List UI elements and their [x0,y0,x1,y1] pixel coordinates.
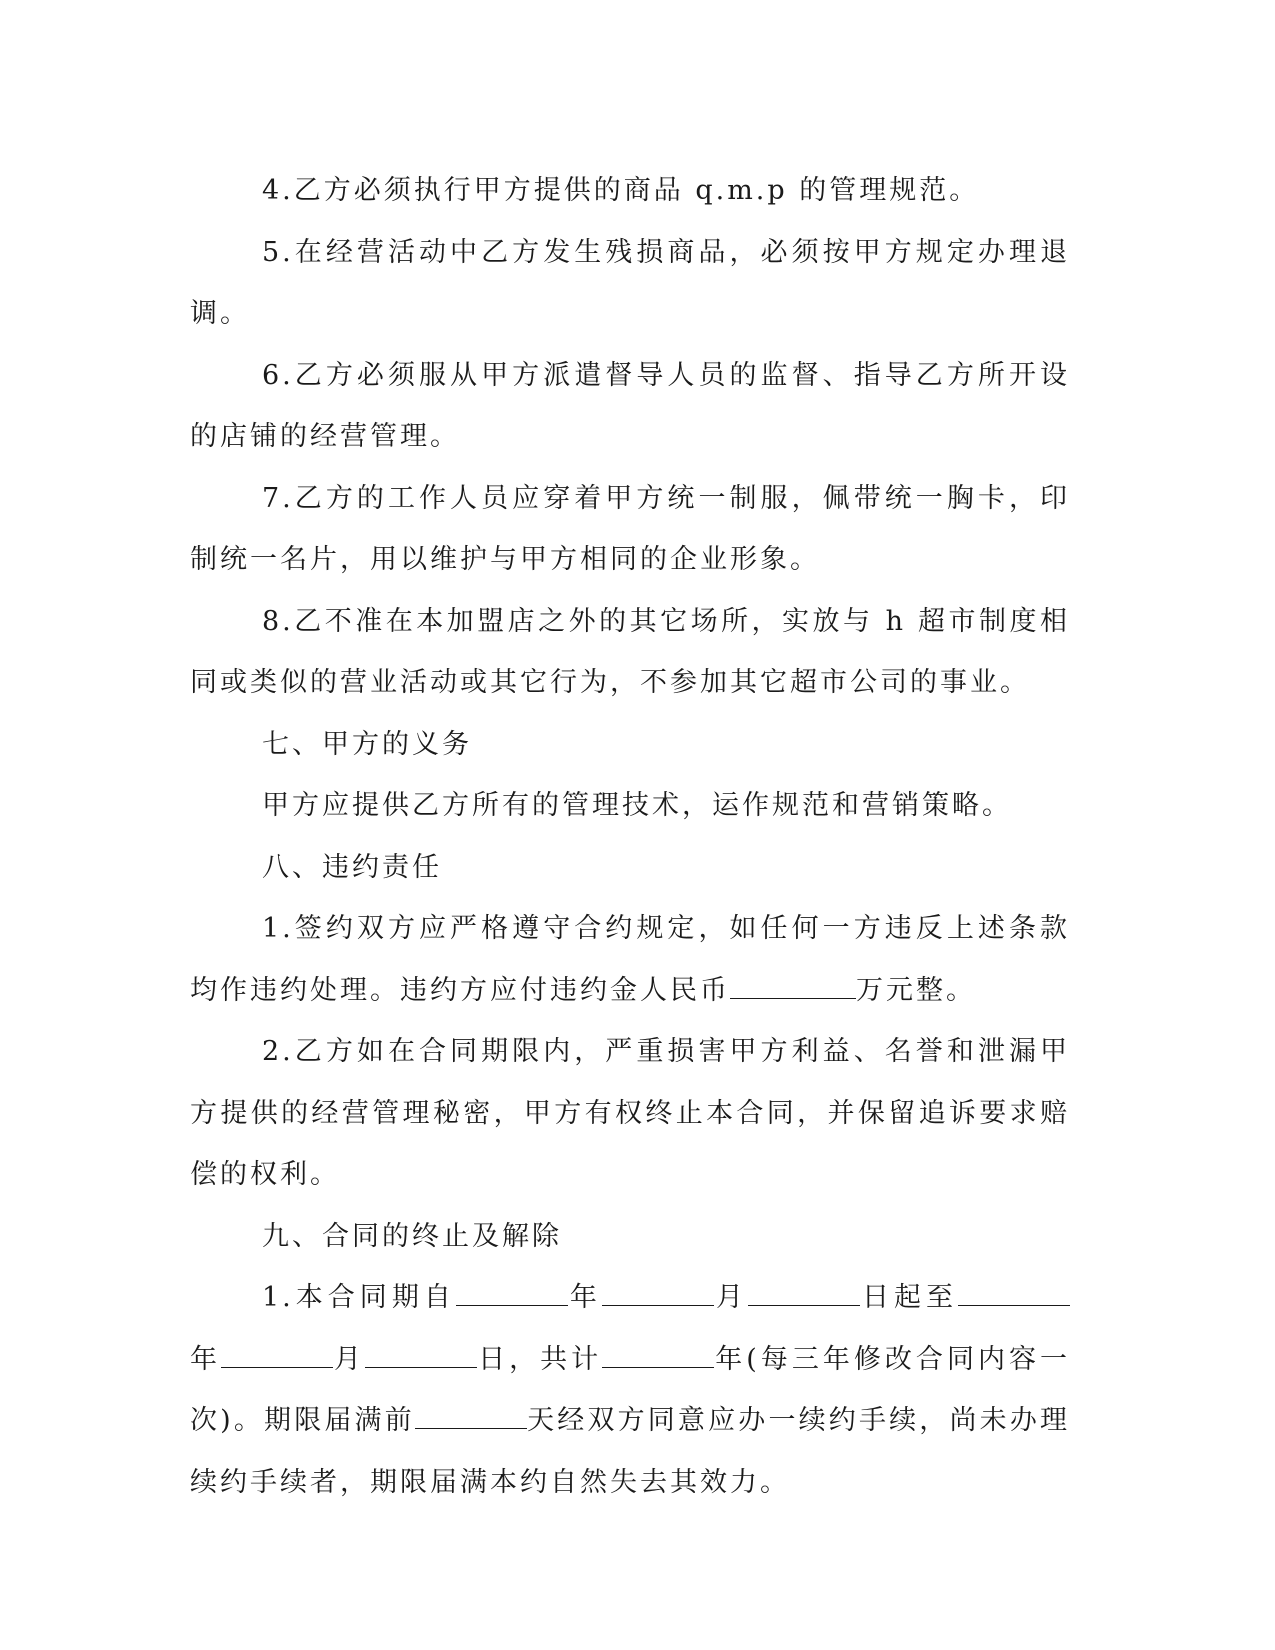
breach-clause-1-tail: 万元整。 [856,974,976,1006]
clause-6: 6.乙方必须服从甲方派遣督导人员的监督、指导乙方所开设的店铺的经营管理。 [190,359,1070,452]
end-month-blank[interactable] [221,1343,333,1368]
start-month-blank[interactable] [602,1281,714,1306]
renewal-days-blank[interactable] [415,1404,527,1429]
term-text: 月 [333,1343,366,1375]
clause-7: 7.乙方的工作人员应穿着甲方统一制服，佩带统一胸卡，印制统一名片，用以维护与甲方相同的企业形象。 [190,482,1070,575]
breach-clause-1 [190,898,1070,1021]
term-text: 天经双方同意应办一续约手续，尚未办理续约手续者，期限届满本约自然失去其效力。 [190,1405,1070,1498]
total-years-blank[interactable] [602,1343,714,1368]
term-text: 日，共计 [477,1343,603,1375]
term-text: 1.本合同期自 [262,1282,456,1313]
penalty-amount-blank[interactable] [730,974,856,999]
section-heading-8: 八、违约责任 [262,851,442,883]
end-day-blank[interactable] [365,1343,477,1368]
term-text: 月 [713,1282,748,1313]
section-heading-9: 九、合同的终止及解除 [262,1220,562,1252]
party-a-obligation: 甲方应提供乙方所有的管理技术，运作规范和营销策略。 [262,790,1012,821]
document-body [190,160,1070,1513]
term-text: 年 [190,1343,222,1375]
start-year-blank[interactable] [456,1281,568,1306]
breach-clause-2: 2.乙方如在合同期限内，严重损害甲方利益、名誉和泄漏甲方提供的经营管理秘密，甲方有权终止本合同，并保留追诉要求赔偿的权利。 [190,1036,1070,1190]
breach-clause-1-text: 1.签约双方应严格遵守合约规定，如任何一方违反上述条款均作违约处理。违约方应付违约金人民币 [190,913,1070,1006]
section-heading-7: 七、甲方的义务 [262,728,472,760]
term-text: 年(每三年修改合同内容一次)。期限届满前 [190,1343,1071,1436]
term-text: 年 [567,1282,602,1313]
end-year-blank[interactable] [958,1281,1070,1306]
start-day-blank[interactable] [748,1281,860,1306]
term-text: 日起至 [859,1282,959,1313]
clause-8: 8.乙不准在本加盟店之外的其它场所，实放与 h 超市制度相同或类似的营业活动或其它行为，不参加其它超市公司的事业。 [190,605,1070,698]
term-clause-1 [190,1267,1070,1513]
clause-4: 4.乙方必须执行甲方提供的商品 q.m.p 的管理规范。 [262,175,980,206]
clause-5: 5.在经营活动中乙方发生残损商品，必须按甲方规定办理退调。 [190,236,1070,329]
